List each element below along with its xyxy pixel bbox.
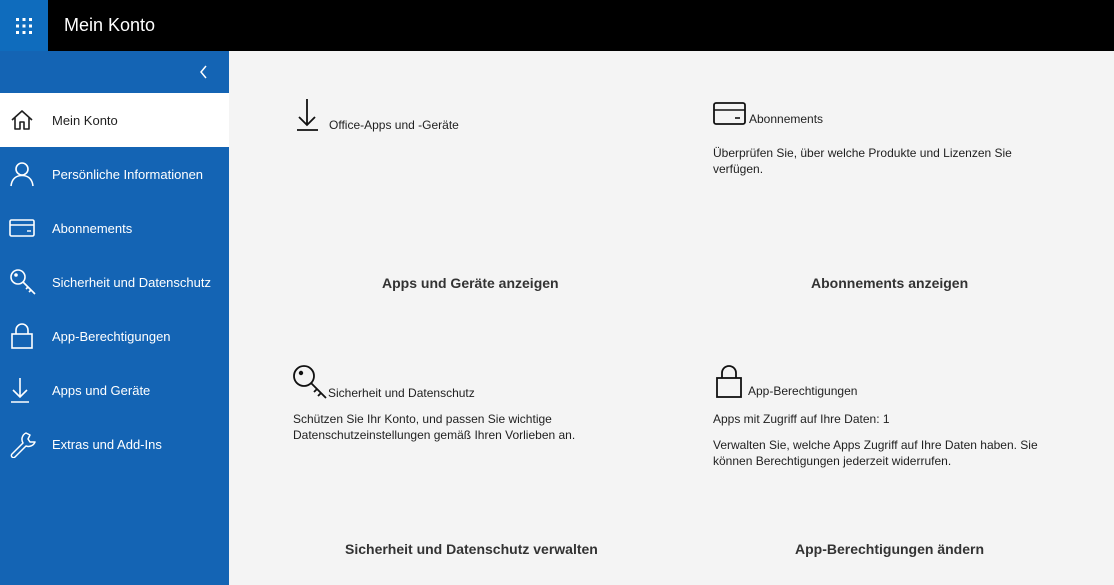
permissions-card-text: Verwalten Sie, welche Apps Zugriff auf Ihre Daten haben. Sie können Berechtigungen jederzeit widerrufen.: [713, 438, 1038, 468]
permissions-card-title: App-Berechtigungen: [748, 384, 858, 398]
download-icon: [296, 98, 320, 132]
chevron-left-icon: [199, 65, 209, 79]
sidebar-item-persoenliche-informationen[interactable]: [0, 147, 229, 201]
sidebar-item-app-berechtigungen[interactable]: [0, 309, 229, 363]
subscriptions-card-title: Abonnements: [749, 112, 824, 126]
person-icon: [0, 161, 52, 187]
sidebar-item-label: Apps und Geräte: [52, 382, 151, 398]
credit-card-icon: [713, 102, 746, 126]
sidebar-item-extras-und-add-ins[interactable]: [0, 417, 229, 471]
view-apps-button[interactable]: Apps und Geräte anzeigen: [382, 275, 559, 291]
change-permissions-button[interactable]: App-Berechtigungen ändern: [795, 541, 985, 557]
home-icon: [0, 108, 52, 132]
sidebar-item-apps-und-geraete[interactable]: [0, 363, 229, 417]
subscriptions-card-text: Überprüfen Sie, über welche Produkte und Lizenzen Sie verfügen.: [713, 146, 1012, 176]
security-card-header: [292, 364, 475, 400]
app-title[interactable]: Mein Konto: [64, 15, 156, 35]
app-launcher-icon: [15, 17, 33, 35]
sidebar-item-sicherheit-und-datenschutz[interactable]: [0, 255, 229, 309]
wrench-icon: [0, 430, 52, 458]
permissions-count-text: Apps mit Zugriff auf Ihre Daten: 1: [713, 412, 890, 426]
credit-card-icon: [0, 218, 52, 238]
collapse-sidebar-button[interactable]: [193, 61, 215, 83]
sidebar-item-label: Abonnements: [52, 220, 133, 236]
lock-icon: [0, 322, 52, 350]
security-card-text: Schützen Sie Ihr Konto, und passen Sie wichtige Datenschutzeinstellungen gemäß Ihren Vorlieben an.: [293, 412, 576, 442]
sidebar-item-label: Mein Konto: [52, 112, 118, 128]
subscriptions-card-header: [713, 102, 823, 126]
app-launcher-button[interactable]: [0, 0, 48, 51]
security-card-title: Sicherheit und Datenschutz: [328, 386, 475, 400]
lock-icon: [716, 364, 742, 398]
view-subscriptions-button[interactable]: Abonnements anzeigen: [811, 275, 969, 291]
top-bar: [0, 0, 1114, 51]
apps-card-title: Office-Apps und -Geräte: [329, 118, 459, 132]
sidebar-item-label: Extras und Add-Ins: [52, 436, 162, 452]
download-icon: [0, 376, 52, 404]
sidebar-item-label: App-Berechtigungen: [52, 328, 171, 344]
sidebar-nav: [0, 93, 229, 471]
key-icon: [0, 268, 52, 296]
sidebar-item-mein-konto[interactable]: [0, 93, 229, 147]
sidebar-item-abonnements[interactable]: [0, 201, 229, 255]
sidebar-item-label: Sicherheit und Datenschutz: [52, 274, 211, 290]
sidebar: [0, 51, 229, 585]
sidebar-item-label: Persönliche Informationen: [52, 166, 204, 182]
key-icon: [292, 364, 328, 400]
manage-security-button[interactable]: Sicherheit und Datenschutz verwalten: [345, 541, 598, 557]
permissions-card-header: [716, 364, 857, 398]
apps-card-header: [296, 98, 459, 132]
